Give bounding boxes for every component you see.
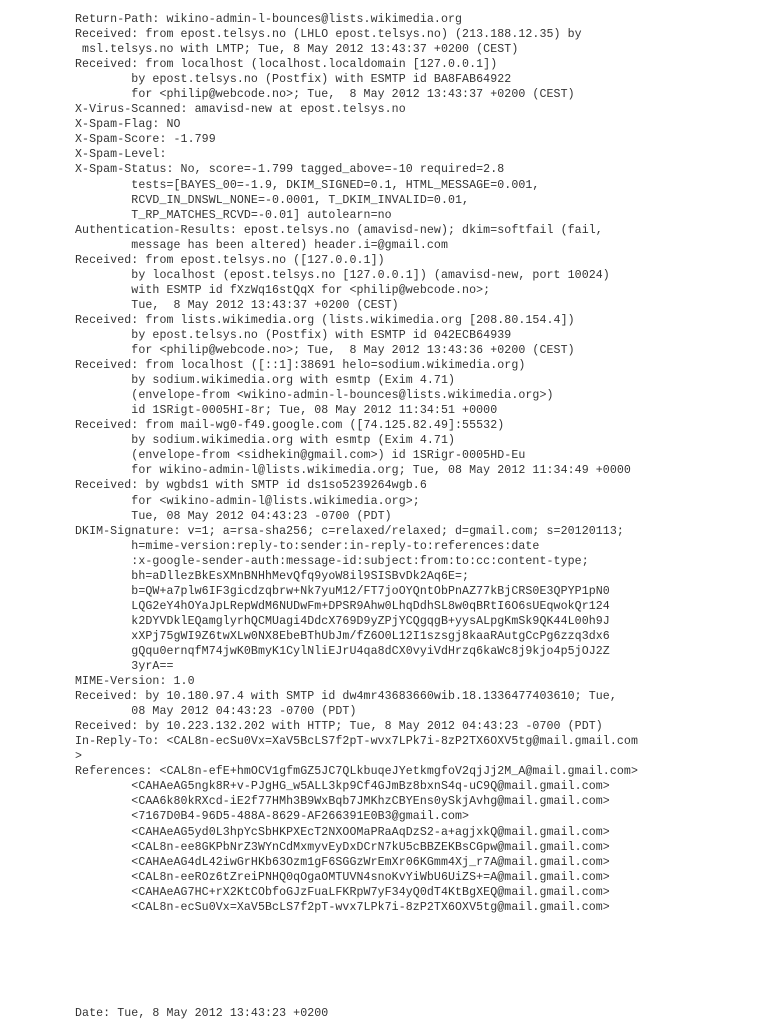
header-line: msl.telsys.no with LMTP; Tue, 8 May 2012 13:43:37 +0200 (CEST) [75,43,519,57]
header-line: with ESMTP id fXzWq16stQqX for <philip@webcode.no>; [75,283,491,297]
header-line: b=QW+a7plw6IF3gicdzqbrw+Nk7yuM12/FT7joOYQntObPnAZ77kBjCRS0E3QPYP1pN0 [75,584,610,598]
header-line: gQqu0ernqfM74jwK0BmyK1CylNliEJrU4qa8dCX0vyiVdHrzq6kaWc8j9kjo4p5jOJ2Z [75,644,610,658]
email-headers-text [75,12,638,915]
header-line: tests=[BAYES_00=-1.9, DKIM_SIGNED=0.1, HTML_MESSAGE=0.001, [75,178,540,192]
header-line: (envelope-from <wikino-admin-l-bounces@lists.wikimedia.org>) [75,389,554,403]
header-line: for <wikino-admin-l@lists.wikimedia.org>; [75,494,420,508]
header-line: X-Spam-Level: [75,148,167,162]
header-line: <CAL8n-ee8GKPbNrZ3WYnCdMxmyvEyDxDCrN7kU5cBBZEKBsCGpw@mail.gmail.com> [75,840,610,854]
header-line: <CAL8n-eeROz6tZreiPNHQ0qOgaOMTUVN4snoKvYiWbU6UiZS+=A@mail.gmail.com> [75,870,610,884]
header-line: Received: from lists.wikimedia.org (lists.wikimedia.org [208.80.154.4]) [75,313,575,327]
header-line: by epost.telsys.no (Postfix) with ESMTP id 042ECB64939 [75,328,512,342]
header-line: bh=aDllezBkEsXMnBNHhMevQfq9yoW8il9SISBvDk2Aq6E=; [75,569,470,583]
header-line: Tue, 8 May 2012 13:43:37 +0200 (CEST) [75,298,399,312]
header-line: 3yrA== [75,660,174,674]
header-line: X-Spam-Score: -1.799 [75,133,216,147]
header-line: <CAL8n-ecSu0Vx=XaV5BcLS7f2pT-wvx7LPk7i-8zP2TX6OXV5tg@mail.gmail.com> [75,900,610,914]
header-line: Received: from localhost ([::1]:38691 helo=sodium.wikimedia.org) [75,359,526,373]
header-line: Return-Path: wikino-admin-l-bounces@lists.wikimedia.org [75,13,463,26]
header-line: by sodium.wikimedia.org with esmtp (Exim 4.71) [75,434,456,448]
header-line: Received: by 10.223.132.202 with HTTP; Tue, 8 May 2012 04:43:23 -0700 (PDT) [75,720,603,734]
header-line: xXPj75gWI9Z6twXLw0NX8EbeBThUbJm/fZ6O0L12I1szsgj8kaaRAutgCcPg6zzq3dx6 [75,629,610,643]
header-line: Received: from localhost (localhost.localdomain [127.0.0.1]) [75,58,498,72]
header-line: > [75,750,83,764]
header-line: id 1SRigt-0005HI-8r; Tue, 08 May 2012 11:34:51 +0000 [75,404,498,418]
header-line: DKIM-Signature: v=1; a=rsa-sha256; c=relaxed/relaxed; d=gmail.com; s=20120113; [75,524,624,538]
header-line: MIME-Version: 1.0 [75,675,195,689]
header-line: In-Reply-To: <CAL8n-ecSu0Vx=XaV5BcLS7f2pT-wvx7LPk7i-8zP2TX6OXV5tg@mail.gmail.com [75,735,638,749]
header-line: Tue, 08 May 2012 04:43:23 -0700 (PDT) [75,509,392,523]
header-line: Received: by wgbds1 with SMTP id ds1so5239264wgb.6 [75,479,427,493]
header-line: Received: from epost.telsys.no (LHLO epost.telsys.no) (213.188.12.35) by [75,28,582,42]
header-line: <CAHAeAG4dL42iwGrHKb63Ozm1gF6SGGzWrEmXr06KGmm4Xj_r7A@mail.gmail.com> [75,855,610,869]
header-line: by localhost (epost.telsys.no [127.0.0.1]) (amavisd-new, port 10024) [75,268,610,282]
header-line: h=mime-version:reply-to:sender:in-reply-to:references:date [75,539,540,553]
header-line: Received: from mail-wg0-f49.google.com ([74.125.82.49]:55532) [75,419,505,433]
header-line: :x-google-sender-auth:message-id:subject:from:to:cc:content-type; [75,554,589,568]
header-line: k2DYVDklEQamglyrhQCMUagi4DdcX769D9yZPjYCQgqgB+yysALpgKmSk9QK44L00h9J [75,614,610,628]
header-line: for <philip@webcode.no>; Tue, 8 May 2012 13:43:37 +0200 (CEST) [75,88,575,102]
header-line: Received: from epost.telsys.no ([127.0.0.1]) [75,253,385,267]
header-line: (envelope-from <sidhekin@gmail.com>) id 1SRigr-0005HD-Eu [75,449,526,463]
header-line: <7167D0B4-96D5-488A-8629-AF266391E0B3@gmail.com> [75,810,470,824]
header-line: X-Virus-Scanned: amavisd-new at epost.telsys.no [75,103,406,117]
header-line: <CAHAeAG5yd0L3hpYcSbHKPXEcT2NXOOMaPRaAqDzS2-a+agjxkQ@mail.gmail.com> [75,825,610,839]
header-line: RCVD_IN_DNSWL_NONE=-0.0001, T_DKIM_INVALID=0.01, [75,193,470,207]
header-line: 08 May 2012 04:43:23 -0700 (PDT) [75,705,357,719]
header-line: Authentication-Results: epost.telsys.no (amavisd-new); dkim=softfail (fail, [75,223,603,237]
header-line: X-Spam-Status: No, score=-1.799 tagged_above=-10 required=2.8 [75,163,505,177]
header-line: Received: by 10.180.97.4 with SMTP id dw4mr43683660wib.18.1336477403610; Tue, [75,690,617,704]
date-header-line: Date: Tue, 8 May 2012 13:43:23 +0200 [75,1007,329,1020]
header-line: <CAHAeAG7HC+rX2KtCObfoGJzFuaLFKRpW7yF34yQ0dT4KtBgXEQ@mail.gmail.com> [75,885,610,899]
header-line: <CAA6k80kRXcd-iE2f77HMh3B9WxBqb7JMKhzCBYEns0ySkjAvhg@mail.gmail.com> [75,795,610,809]
header-line: References: <CAL8n-efE+hmOCV1gfmGZ5JC7QLkbuqeJYetkmgfoV2qjJj2M_A@mail.gmail.com> [75,765,638,779]
header-line: message has been altered) header.i=@gmail.com [75,238,448,252]
header-line: for <philip@webcode.no>; Tue, 8 May 2012 13:43:36 +0200 (CEST) [75,344,575,358]
header-line: for wikino-admin-l@lists.wikimedia.org; Tue, 08 May 2012 11:34:49 +0000 [75,464,631,478]
header-line: <CAHAeAG5ngk8R+v-PJgHG_w5ALL3kp9Cf4GJmBz8bxnS4q-uC9Q@mail.gmail.com> [75,780,610,794]
header-line: by epost.telsys.no (Postfix) with ESMTP id BA8FAB64922 [75,73,512,87]
header-line: by sodium.wikimedia.org with esmtp (Exim 4.71) [75,374,456,388]
header-line: X-Spam-Flag: NO [75,118,181,132]
header-line: LQG2eY4hOYaJpLRepWdM6NUDwFm+DPSR9Ahw0LhqDdhSL8w0qBRtI6O6sUEqwokQr124 [75,599,610,613]
header-line: T_RP_MATCHES_RCVD=-0.01] autolearn=no [75,208,392,222]
